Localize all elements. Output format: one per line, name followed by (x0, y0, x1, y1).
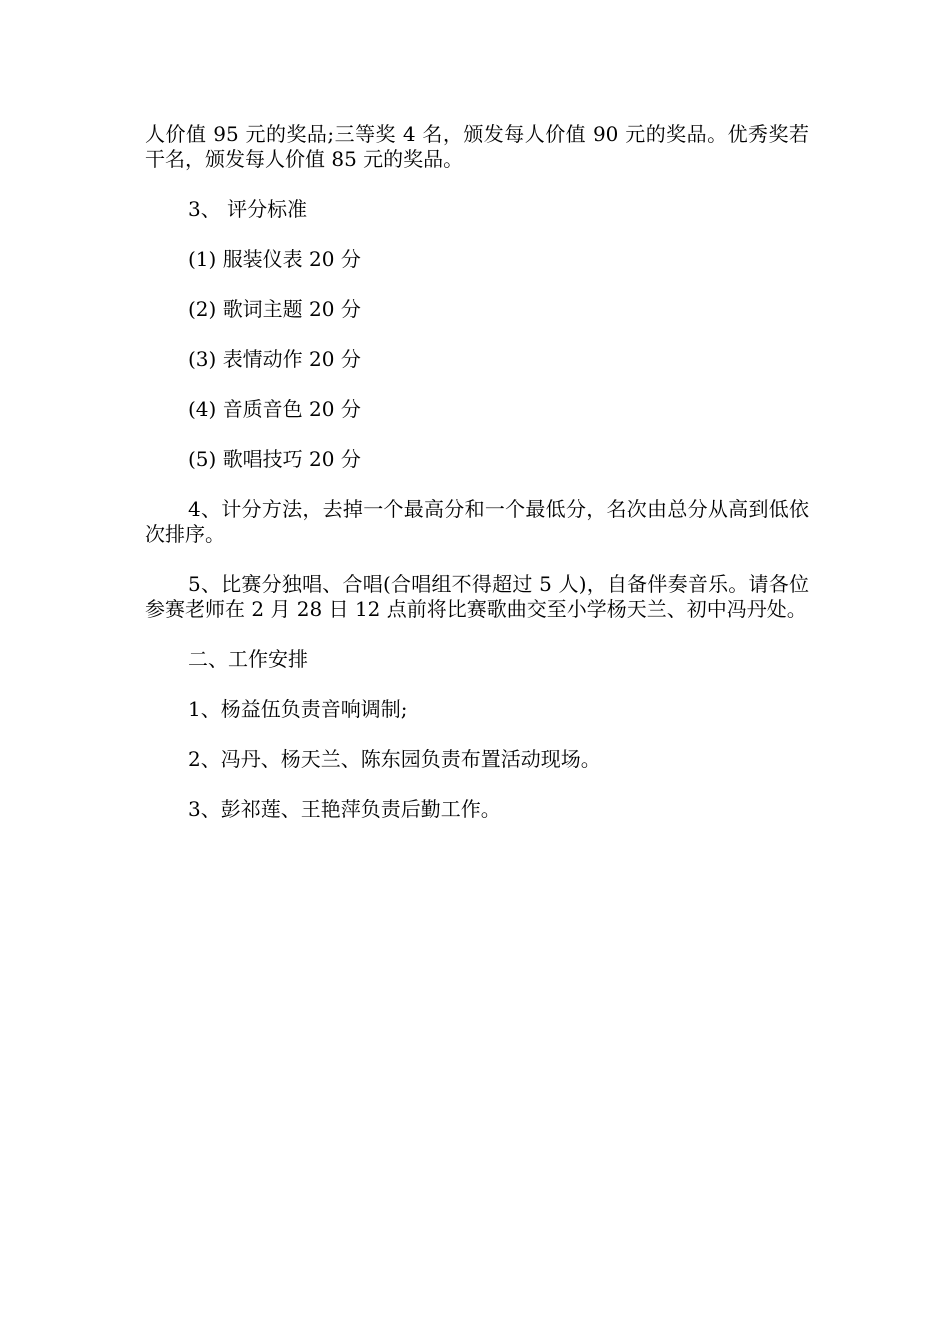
criterion-item: (2) 歌词主题 20 分 (188, 297, 361, 321)
work-arrangement-heading: 二、工作安排 (188, 647, 308, 671)
scoring-criteria-heading: 3、 评分标准 (188, 197, 308, 221)
prize-paragraph: 人价值 95 元的奖品;三等奖 4 名，颁发每人价值 90 元的奖品。优秀奖若干名，颁发每人价值 85 元的奖品。 (145, 122, 809, 171)
arrangement-item: 1、杨益伍负责音响调制; (188, 697, 408, 721)
criterion-item: (4) 音质音色 20 分 (188, 397, 361, 421)
scoring-method-paragraph: 4、计分方法，去掉一个最高分和一个最低分，名次由总分从高到低依次排序。 (145, 497, 809, 546)
arrangement-item: 3、彭祁莲、王艳萍负责后勤工作。 (188, 797, 501, 821)
document-body (145, 122, 809, 822)
arrangement-item: 2、冯丹、杨天兰、陈东园负责布置活动现场。 (188, 747, 601, 771)
competition-format-paragraph: 5、比赛分独唱、合唱(合唱组不得超过 5 人)，自备伴奏音乐。请各位参赛老师在 2 月 28 日 12 点前将比赛歌曲交至小学杨天兰、初中冯丹处。 (145, 572, 809, 621)
criterion-item: (3) 表情动作 20 分 (188, 347, 361, 371)
criterion-item: (1) 服装仪表 20 分 (188, 247, 361, 271)
criterion-item: (5) 歌唱技巧 20 分 (188, 447, 361, 471)
